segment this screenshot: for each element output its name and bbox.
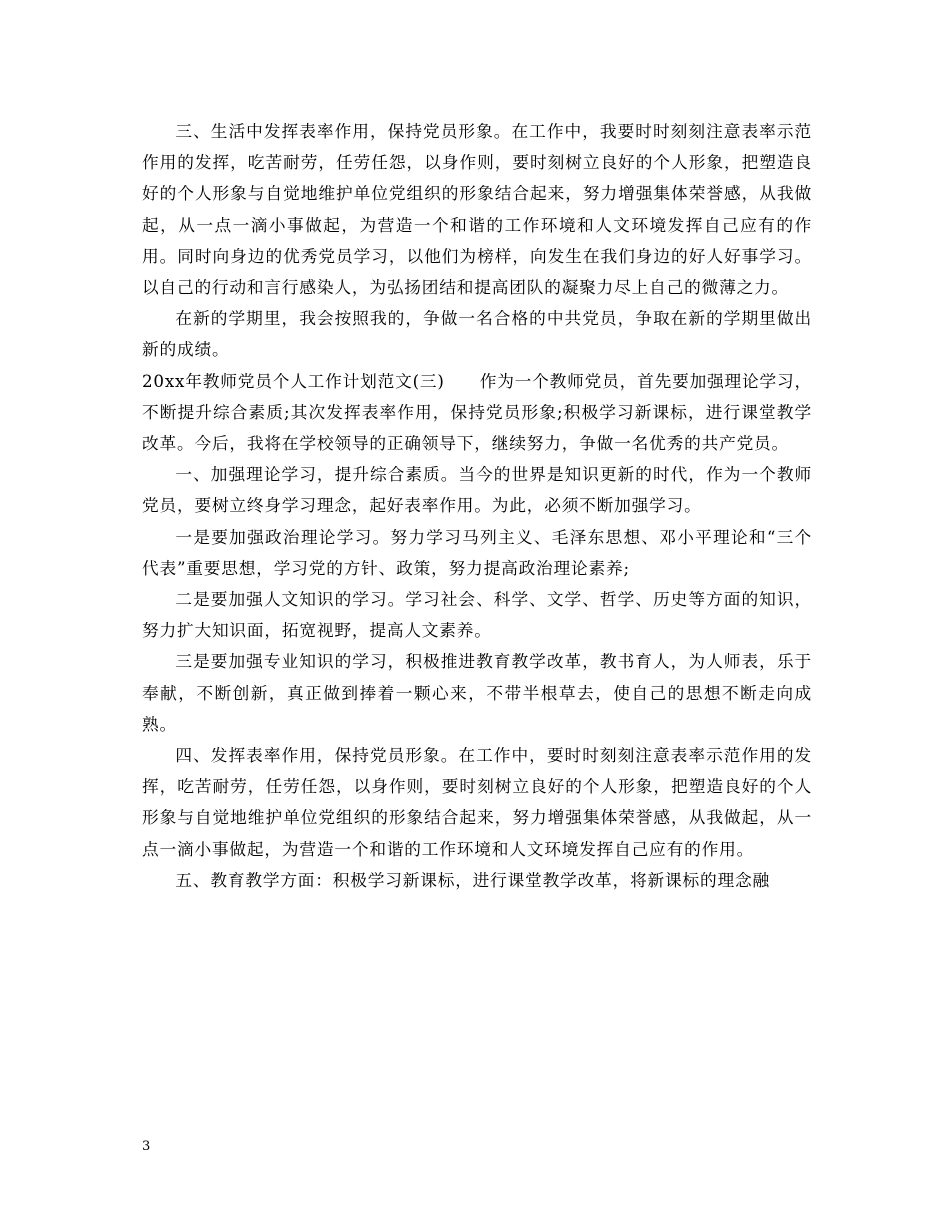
paragraph-theory-study: 一、加强理论学习，提升综合素质。当今的世界是知识更新的时代，作为一个教师党员，要树立终身学习理念，起好表率作用。为此，必须不断加强学习。	[142, 464, 812, 516]
paragraph-teaching: 五、教育教学方面：积极学习新课标，进行课堂教学改革，将新课标的理念融	[175, 869, 770, 890]
paragraph-plan-title-intro: 20xx年教师党员个人工作计划范文(三) 作为一个教师党员，首先要加强理论学习，不断提升综合素质;其次发挥表率作用，保持党员形象;积极学习新课标，进行课堂教学改革。今后，我将在学校领导的正确领导下，继续努力，争做一名优秀的共产党员。	[142, 370, 812, 454]
document-body	[142, 116, 812, 896]
paragraph-political-theory: 一是要加强政治理论学习。努力学习马列主义、毛泽东思想、邓小平理论和“三个代表”重要思想，学习党的方针、政策，努力提高政治理论素养;	[142, 526, 812, 578]
page-number: 3	[142, 1139, 151, 1154]
paragraph-role-model: 四、发挥表率作用，保持党员形象。在工作中，要时时刻刻注意表率示范作用的发挥，吃苦耐劳，任劳任怨，以身作则，要时刻树立良好的个人形象，把塑造良好的个人形象与自觉地维护单位党组织的形象结合起来，努力增强集体荣誉感，从我做起，从一点一滴小事做起，为营造一个和谐的工作环境和人文环境发挥自己应有的作用。	[142, 745, 812, 859]
paragraph-life-role-model: 三、生活中发挥表率作用，保持党员形象。在工作中，我要时时刻刻注意表率示范作用的发挥，吃苦耐劳，任劳任怨，以身作则，要时刻树立良好的个人形象，把塑造良好的个人形象与自觉地维护单位党组织的形象结合起来，努力增强集体荣誉感，从我做起，从一点一滴小事做起，为营造一个和谐的工作环境和人文环境发挥自己应有的作用。同时向身边的优秀党员学习，以他们为榜样，向发生在我们身边的好人好事学习。以自己的行动和言行感染人，为弘扬团结和提高团队的凝聚力尽上自己的微薄之力。	[142, 121, 812, 298]
paragraph-new-semester: 在新的学期里，我会按照我的，争做一名合格的中共党员，争取在新的学期里做出新的成绩。	[142, 308, 812, 360]
paragraph-professional-knowledge: 三是要加强专业知识的学习，积极推进教育教学改革，教书育人，为人师表，乐于奉献，不断创新，真正做到捧着一颗心来，不带半根草去，使自己的思想不断走向成熟。	[142, 651, 812, 734]
paragraph-humanities: 二是要加强人文知识的学习。学习社会、科学、文学、哲学、历史等方面的知识，努力扩大知识面，拓宽视野，提高人文素养。	[142, 589, 812, 641]
